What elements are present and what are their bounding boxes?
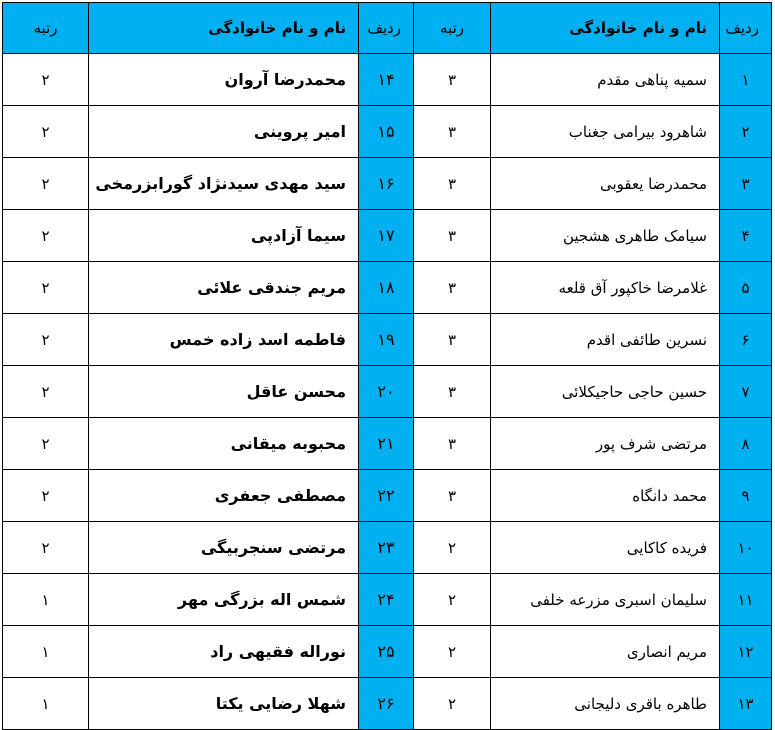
name-cell-2: امیر پروینی xyxy=(89,106,359,158)
row-number-cell: ۶ xyxy=(720,314,772,366)
name-cell: غلامرضا خاکپور آق قلعه xyxy=(491,262,720,314)
rank-cell: ۳ xyxy=(414,210,491,262)
row-number-cell-2: ۲۳ xyxy=(359,522,414,574)
name-cell: نسرین طائفی اقدم xyxy=(491,314,720,366)
name-cell-2: محمدرضا آروان xyxy=(89,54,359,106)
rank-cell-2: ۲ xyxy=(3,522,89,574)
name-cell-2: مصطفی جعفری xyxy=(89,470,359,522)
row-number-cell-2: ۲۵ xyxy=(359,626,414,678)
rank-cell-2: ۲ xyxy=(3,54,89,106)
name-cell-2: مرتضی سنجربیگی xyxy=(89,522,359,574)
row-number-cell: ۱۱ xyxy=(720,574,772,626)
row-number-cell-2: ۱۶ xyxy=(359,158,414,210)
name-cell-2: سید مهدی سیدنژاد گورابزرمخی xyxy=(89,158,359,210)
name-cell: سمیه پناهی مقدم xyxy=(491,54,720,106)
header-full-name-2: نام و نام خانوادگی xyxy=(89,3,359,54)
rank-cell-2: ۲ xyxy=(3,470,89,522)
row-number-cell-2: ۲۲ xyxy=(359,470,414,522)
rank-cell-2: ۲ xyxy=(3,418,89,470)
table-body xyxy=(3,54,772,730)
name-cell-2: سیما آزادپی xyxy=(89,210,359,262)
rank-cell: ۳ xyxy=(414,54,491,106)
name-cell-2: محسن عاقل xyxy=(89,366,359,418)
rank-cell: ۳ xyxy=(414,366,491,418)
row-number-cell-2: ۱۸ xyxy=(359,262,414,314)
ranking-table xyxy=(2,2,772,730)
rank-cell-2: ۲ xyxy=(3,106,89,158)
table-row xyxy=(3,470,772,522)
row-number-cell: ۳ xyxy=(720,158,772,210)
row-number-cell: ۲ xyxy=(720,106,772,158)
name-cell-2: محبوبه میقانی xyxy=(89,418,359,470)
rank-cell-2: ۲ xyxy=(3,210,89,262)
table-row xyxy=(3,262,772,314)
table-row xyxy=(3,158,772,210)
row-number-cell-2: ۲۰ xyxy=(359,366,414,418)
header-row-number: ردیف xyxy=(720,3,772,54)
row-number-cell: ۹ xyxy=(720,470,772,522)
name-cell-2: فاطمه اسد زاده خمس xyxy=(89,314,359,366)
rank-cell-2: ۱ xyxy=(3,574,89,626)
name-cell-2: نوراله فقیهی راد xyxy=(89,626,359,678)
name-cell: مرتضی شرف پور xyxy=(491,418,720,470)
name-cell: سیامک طاهری هشجین xyxy=(491,210,720,262)
rank-cell: ۲ xyxy=(414,626,491,678)
table-row xyxy=(3,54,772,106)
name-cell-2: شهلا رضایی یکتا xyxy=(89,678,359,730)
table-row xyxy=(3,418,772,470)
name-cell-2: مریم جندقی علائی xyxy=(89,262,359,314)
header-rank: رتبه xyxy=(414,3,491,54)
row-number-cell: ۱ xyxy=(720,54,772,106)
name-cell: سلیمان اسبری مزرعه خلفی xyxy=(491,574,720,626)
rank-cell: ۳ xyxy=(414,470,491,522)
table-row xyxy=(3,574,772,626)
rank-cell-2: ۲ xyxy=(3,262,89,314)
rank-cell-2: ۲ xyxy=(3,158,89,210)
name-cell: حسین حاجی حاجیکلائی xyxy=(491,366,720,418)
row-number-cell-2: ۱۹ xyxy=(359,314,414,366)
header-rank-2: رتبه xyxy=(3,3,89,54)
row-number-cell-2: ۱۴ xyxy=(359,54,414,106)
name-cell: فریده کاکایی xyxy=(491,522,720,574)
row-number-cell: ۴ xyxy=(720,210,772,262)
row-number-cell-2: ۱۵ xyxy=(359,106,414,158)
row-number-cell: ۱۳ xyxy=(720,678,772,730)
row-number-cell-2: ۲۶ xyxy=(359,678,414,730)
name-cell-2: شمس اله بزرگی مهر xyxy=(89,574,359,626)
name-cell: مریم انصاری xyxy=(491,626,720,678)
table-row xyxy=(3,678,772,730)
rank-cell: ۳ xyxy=(414,158,491,210)
rank-cell-2: ۱ xyxy=(3,678,89,730)
row-number-cell: ۱۲ xyxy=(720,626,772,678)
table-row xyxy=(3,366,772,418)
row-number-cell: ۷ xyxy=(720,366,772,418)
table-row xyxy=(3,314,772,366)
name-cell: طاهره باقری دلیجانی xyxy=(491,678,720,730)
rank-cell: ۳ xyxy=(414,262,491,314)
row-number-cell-2: ۲۱ xyxy=(359,418,414,470)
rank-cell: ۲ xyxy=(414,574,491,626)
table-row xyxy=(3,210,772,262)
rank-cell: ۳ xyxy=(414,418,491,470)
rank-cell: ۲ xyxy=(414,522,491,574)
rank-cell: ۲ xyxy=(414,678,491,730)
row-number-cell: ۸ xyxy=(720,418,772,470)
rank-cell: ۳ xyxy=(414,106,491,158)
rank-cell-2: ۲ xyxy=(3,366,89,418)
table-row xyxy=(3,106,772,158)
table-row xyxy=(3,522,772,574)
header-row xyxy=(3,3,772,54)
rank-cell: ۳ xyxy=(414,314,491,366)
name-cell: محمد دانگاه xyxy=(491,470,720,522)
rank-cell-2: ۲ xyxy=(3,314,89,366)
table-row xyxy=(3,626,772,678)
rank-cell-2: ۱ xyxy=(3,626,89,678)
header-full-name: نام و نام خانوادگی xyxy=(491,3,720,54)
row-number-cell-2: ۲۴ xyxy=(359,574,414,626)
row-number-cell: ۱۰ xyxy=(720,522,772,574)
row-number-cell-2: ۱۷ xyxy=(359,210,414,262)
name-cell: محمدرضا یعقوبی xyxy=(491,158,720,210)
row-number-cell: ۵ xyxy=(720,262,772,314)
header-row-number-2: ردیف xyxy=(359,3,414,54)
name-cell: شاهرود بیرامی جغناب xyxy=(491,106,720,158)
